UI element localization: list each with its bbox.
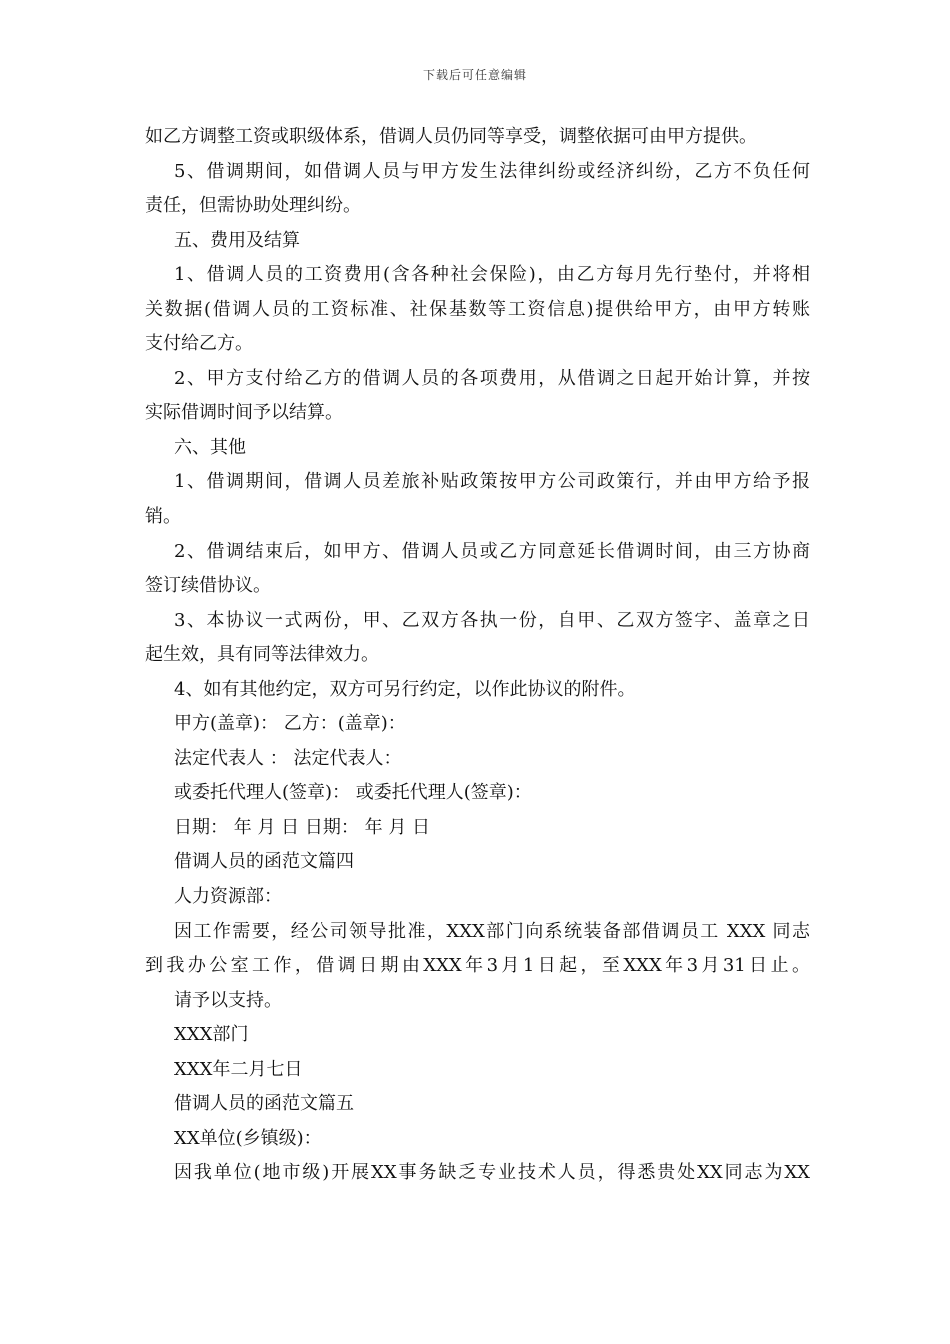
paragraph-line: 请予以支持。 bbox=[174, 989, 282, 1011]
paragraph-line: 销。 bbox=[145, 506, 181, 528]
signature-line-date: 日期： 年 月 日 日期： 年 月 日 bbox=[174, 816, 431, 838]
paragraph-line: 4、如有其他约定，双方可另行约定，以作此协议的附件。 bbox=[174, 678, 636, 700]
paragraph-line: 3、本协议一式两份，甲、乙双方各执一份，自甲、乙双方签字、盖章之日 bbox=[174, 609, 810, 631]
section-heading: 五、费用及结算 bbox=[174, 229, 300, 251]
paragraph-line: 1、借调期间，借调人员差旅补贴政策按甲方公司政策行，并由甲方给予报 bbox=[174, 471, 810, 493]
paragraph-line: 因我单位(地市级)开展XX事务缺乏专业技术人员，得悉贵处XX同志为XX bbox=[174, 1162, 810, 1184]
letter-recipient: 人力资源部： bbox=[174, 886, 282, 908]
section-heading: 借调人员的函范文篇四 bbox=[174, 851, 354, 873]
paragraph-line: 起生效，具有同等法律效力。 bbox=[145, 644, 379, 666]
page-header: 下载后可任意编辑 bbox=[422, 68, 527, 82]
paragraph-line: 如乙方调整工资或职级体系，借调人员仍同等享受，调整依据可由甲方提供。 bbox=[145, 126, 757, 147]
signature-line-seal: 甲方(盖章)： 乙方：(盖章)： bbox=[174, 713, 406, 735]
letter-recipient: XX单位(乡镇级)： bbox=[174, 1127, 322, 1149]
letter-sender: XXX部门 bbox=[174, 1024, 249, 1046]
signature-line-agent: 或委托代理人(签章)： 或委托代理人(签章)： bbox=[174, 782, 532, 804]
paragraph-line: 到我办公室工作，借调日期由XXX年3月1日起，至XXX年3月31日止。 bbox=[145, 955, 810, 977]
section-heading: 六、其他 bbox=[174, 436, 246, 458]
paragraph-line: 实际借调时间予以结算。 bbox=[145, 402, 343, 424]
paragraph-line: 2、借调结束后，如甲方、借调人员或乙方同意延长借调时间，由三方协商 bbox=[174, 540, 810, 562]
paragraph-line: 因工作需要，经公司领导批准，XXX部门向系统装备部借调员工 XXX 同志 bbox=[174, 920, 810, 942]
document-body bbox=[145, 120, 810, 1191]
paragraph-line: 签订续借协议。 bbox=[145, 575, 271, 597]
paragraph-line: 1、借调人员的工资费用(含各种社会保险)，由乙方每月先行垫付，并将相 bbox=[174, 264, 810, 286]
paragraph-line: 5、借调期间，如借调人员与甲方发生法律纠纷或经济纠纷，乙方不负任何 bbox=[174, 160, 810, 182]
letter-date: XXX年二月七日 bbox=[174, 1058, 303, 1080]
paragraph-line: 关数据(借调人员的工资标准、社保基数等工资信息)提供给甲方，由甲方转账 bbox=[145, 298, 810, 320]
paragraph-line: 责任，但需协助处理纠纷。 bbox=[145, 195, 361, 217]
section-heading: 借调人员的函范文篇五 bbox=[174, 1093, 354, 1115]
paragraph-line: 2、甲方支付给乙方的借调人员的各项费用，从借调之日起开始计算，并按 bbox=[174, 367, 810, 389]
signature-line-representative: 法定代表人 ： 法定代表人： bbox=[174, 747, 402, 769]
paragraph-line: 支付给乙方。 bbox=[145, 333, 253, 355]
